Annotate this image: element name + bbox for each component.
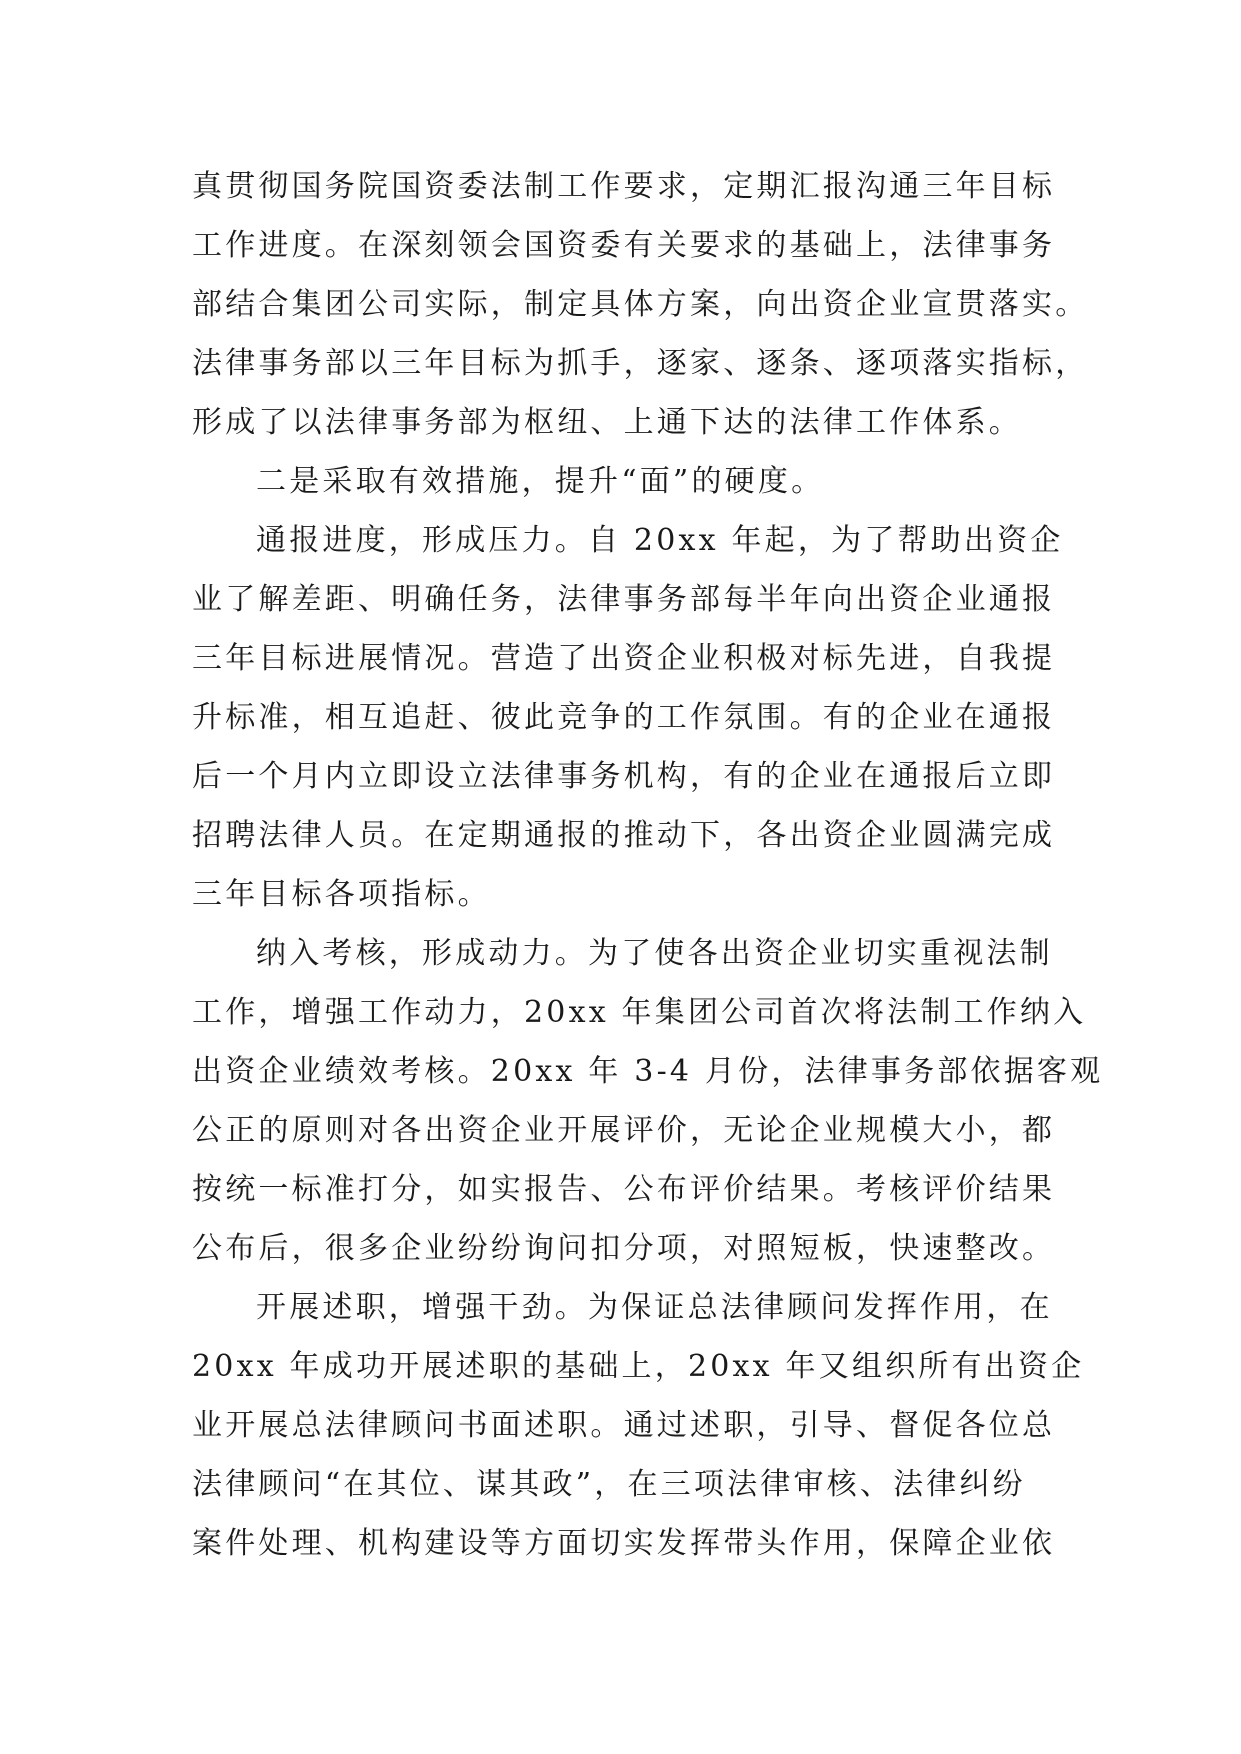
text-line: 案件处理、机构建设等方面切实发挥带头作用，保障企业依 bbox=[192, 1526, 1056, 1561]
paragraph-first-line: 通报进度，形成压力。自 20xx 年起，为了帮助出资企 bbox=[256, 523, 1064, 558]
text-line: 工作进度。在深刻领会国资委有关要求的基础上，法律事务 bbox=[192, 228, 1056, 263]
text-line: 部结合集团公司实际，制定具体方案，向出资企业宣贯落实。 bbox=[192, 287, 1089, 322]
text-line: 三年目标进展情况。营造了出资企业积极对标先进，自我提 bbox=[192, 641, 1056, 676]
text-line: 招聘法律人员。在定期通报的推动下，各出资企业圆满完成 bbox=[192, 818, 1056, 853]
text-line: 业开展总法律顾问书面述职。通过述职，引导、督促各位总 bbox=[192, 1408, 1056, 1443]
paragraph-first-line: 二是采取有效措施，提升“面”的硬度。 bbox=[256, 464, 825, 499]
text-line: 按统一标准打分，如实报告、公布评价结果。考核评价结果 bbox=[192, 1172, 1056, 1207]
text-line: 升标准，相互追赶、彼此竞争的工作氛围。有的企业在通报 bbox=[192, 700, 1056, 735]
text-line: 法律顾问“在其位、谋其政”，在三项法律审核、法律纠纷 bbox=[192, 1467, 1026, 1502]
text-line: 真贯彻国务院国资委法制工作要求，定期汇报沟通三年目标 bbox=[192, 169, 1056, 204]
text-line: 20xx 年成功开展述职的基础上，20xx 年又组织所有出资企 bbox=[192, 1349, 1085, 1384]
text-line: 出资企业绩效考核。20xx 年 3-4 月份，法律事务部依据客观 bbox=[192, 1054, 1104, 1089]
paragraph-first-line: 纳入考核，形成动力。为了使各出资企业切实重视法制 bbox=[256, 936, 1053, 971]
text-line: 后一个月内立即设立法律事务机构，有的企业在通报后立即 bbox=[192, 759, 1056, 794]
text-line: 公布后，很多企业纷纷询问扣分项，对照短板，快速整改。 bbox=[192, 1231, 1056, 1266]
text-line: 形成了以法律事务部为枢纽、上通下达的法律工作体系。 bbox=[192, 405, 1022, 440]
text-line: 法律事务部以三年目标为抓手，逐家、逐条、逐项落实指标， bbox=[192, 346, 1089, 381]
paragraph-first-line: 开展述职，增强干劲。为保证总法律顾问发挥作用，在 bbox=[256, 1290, 1053, 1325]
text-line: 公正的原则对各出资企业开展评价，无论企业规模大小，都 bbox=[192, 1113, 1056, 1148]
text-line: 三年目标各项指标。 bbox=[192, 877, 491, 912]
text-line: 工作，增强工作动力，20xx 年集团公司首次将法制工作纳入 bbox=[192, 995, 1087, 1030]
text-line: 业了解差距、明确任务，法律事务部每半年向出资企业通报 bbox=[192, 582, 1056, 617]
document-body bbox=[192, 157, 1104, 1573]
